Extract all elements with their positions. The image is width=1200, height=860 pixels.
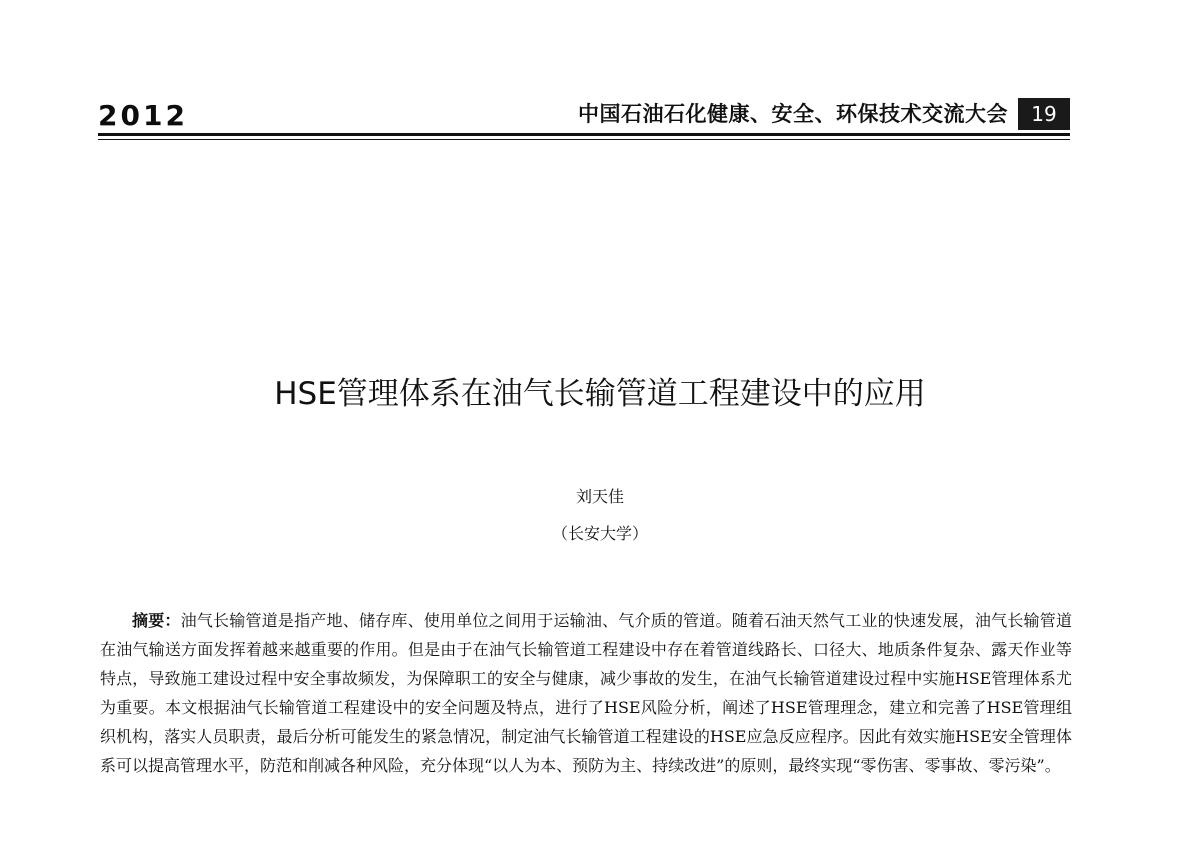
article-author: 刘天佳 — [575, 487, 624, 506]
header-rule-thin — [98, 139, 1070, 140]
page-number: 19 — [1018, 98, 1070, 130]
article-title: HSE管理体系在油气长输管道工程建设中的应用 — [274, 376, 926, 412]
abstract-text: 油气长输管道是指产地、储存库、使用单位之间用于运输油、气介质的管道。随着石油天然气工业的快速发展，油气长输管道在油气输送方面发挥着越来越重要的作用。但是由于在油气长输管道工程建设中存在着管道线路长、口径大、地质条件复杂、露天作业等特点，导致施工建设过程中安全事故频发，为保障职工的安全与健康，减少事故的发生，在油气长输管道建设过程中实施HSE管理体系尤为重要。本文根据油气长输管道工程建设中的安全问题及特点，进行了HSE风险分析，阐述了HSE管理理念，建立和完善了HSE管理组织机构，落实人员职责，最后分析可能发生的紧急情况，制定油气长输管道工程建设的HSE应急反应程序。因此有效实施HSE安全管理体系可以提高管理水平，防范和削减各种风险，充分体现“以人为本、预防为主、持续改进”的原则，最终实现“零伤害、零事故、零污染”。 — [100, 611, 1072, 775]
article-affiliation: （长安大学） — [551, 524, 648, 543]
header-conference-title: 中国石油石化健康、安全、环保技术交流大会 — [578, 102, 1008, 126]
running-header — [98, 96, 1070, 132]
abstract — [100, 606, 1072, 780]
header-rule-thick — [98, 133, 1070, 136]
abstract-label: 摘要： — [132, 611, 181, 630]
header-year: 2012 — [98, 99, 188, 132]
